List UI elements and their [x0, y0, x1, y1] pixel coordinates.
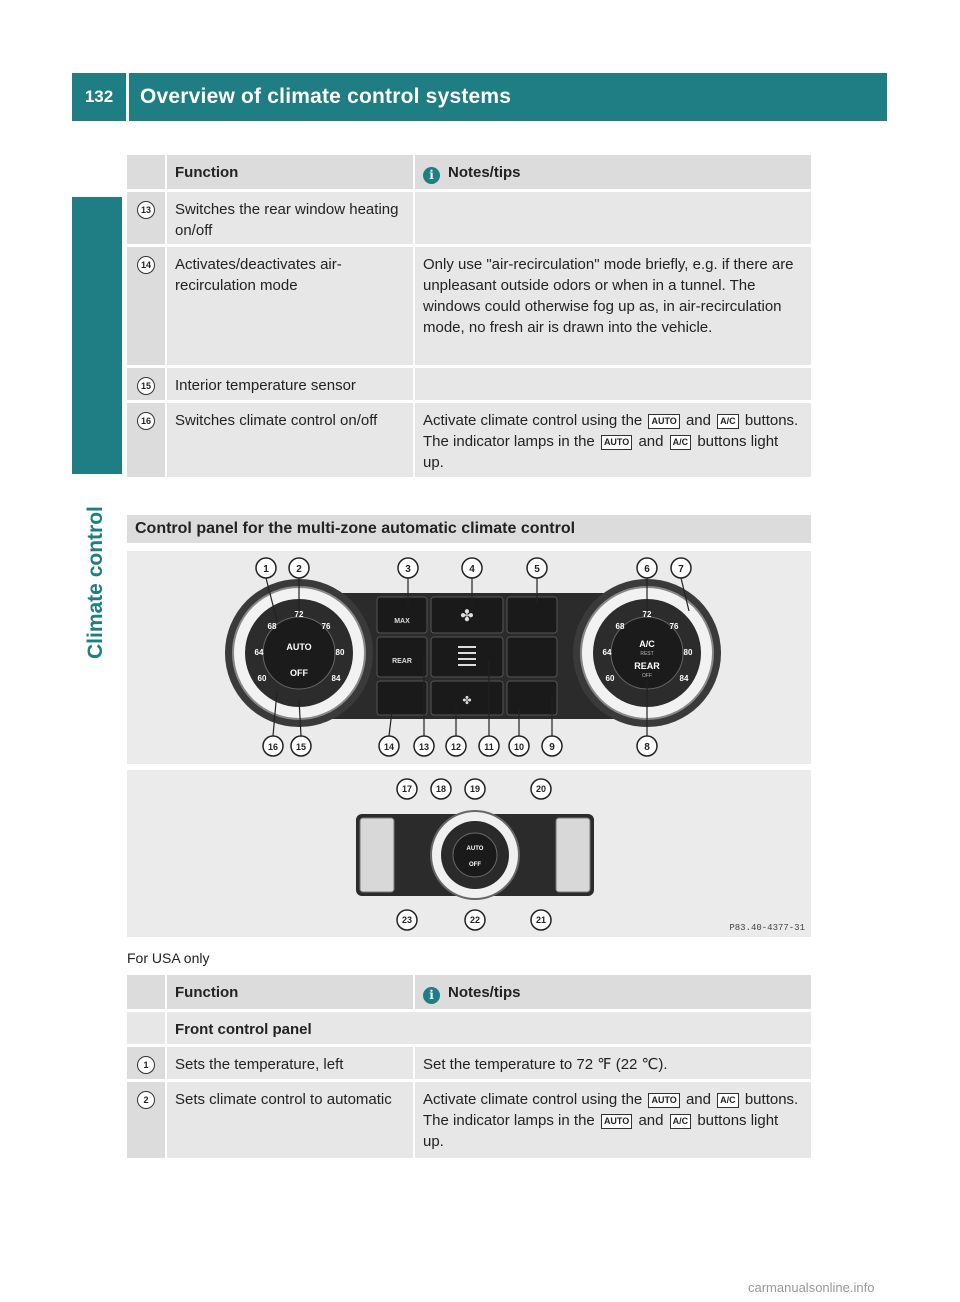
function-cell: Switches the rear window heating on/off — [165, 192, 413, 244]
subheader: Front control panel — [165, 1012, 811, 1044]
figure-code: P83.40-4377-31 — [729, 923, 805, 933]
rear-control-panel-figure — [127, 770, 811, 937]
ac-button-icon: A/C — [670, 435, 692, 450]
function-table-2 — [127, 975, 811, 1161]
function-cell: Interior temperature sensor — [165, 368, 413, 400]
svg-text:76: 76 — [321, 622, 331, 631]
svg-text:64: 64 — [602, 648, 612, 657]
left-dial-off: OFF — [290, 668, 308, 678]
col-notes: i Notes/tips — [413, 155, 811, 189]
right-dial-rear: REAR — [634, 661, 660, 671]
callout-number: 16 — [137, 412, 155, 430]
table-row — [127, 1082, 811, 1161]
svg-text:72: 72 — [642, 610, 652, 619]
notes-cell — [413, 368, 811, 400]
svg-text:AUTO: AUTO — [466, 846, 484, 852]
rear-label: REAR — [392, 658, 412, 665]
svg-text:18: 18 — [435, 784, 447, 794]
svg-text:13: 13 — [418, 742, 430, 752]
svg-text:16: 16 — [267, 742, 279, 752]
notes-cell: Activate climate control using the AUTO and A/C buttons. The indicator lamps in the AUTO and A/C buttons light up. — [413, 1082, 811, 1158]
callout-number: 14 — [137, 256, 155, 274]
section-title: Control panel for the multi-zone automatic climate control — [127, 515, 811, 543]
svg-text:12: 12 — [450, 742, 462, 752]
info-icon: i — [423, 167, 440, 184]
side-tab — [72, 197, 122, 474]
svg-text:4: 4 — [469, 564, 475, 575]
svg-text:1: 1 — [263, 564, 269, 575]
svg-text:✤: ✤ — [460, 606, 474, 625]
footer-watermark: carmanualsonline.info — [748, 1280, 875, 1295]
auto-button-icon: AUTO — [648, 1093, 679, 1108]
svg-text:64: 64 — [254, 648, 264, 657]
col-function: Function — [165, 975, 413, 1009]
svg-text:14: 14 — [383, 742, 395, 752]
svg-text:9: 9 — [549, 742, 555, 753]
svg-text:5: 5 — [534, 564, 540, 575]
function-cell: Switches climate control on/off — [165, 403, 413, 477]
page-number: 132 — [72, 73, 129, 121]
callout-number: 1 — [137, 1056, 155, 1074]
page-header — [72, 73, 887, 121]
svg-text:68: 68 — [267, 622, 277, 631]
svg-text:11: 11 — [484, 742, 494, 752]
svg-text:6: 6 — [644, 564, 650, 575]
svg-text:84: 84 — [679, 674, 689, 683]
notes-cell: Activate climate control using the AUTO and A/C buttons. The indicator lamps in the AUTO and A/C buttons light up. — [413, 403, 811, 477]
right-dial-ac: A/C — [639, 639, 655, 649]
auto-button-icon: AUTO — [601, 435, 632, 450]
function-cell: Activates/deactivates air-recirculation mode — [165, 247, 413, 365]
svg-text:21: 21 — [535, 915, 547, 925]
ac-button-icon: A/C — [717, 414, 739, 429]
function-cell: Sets climate control to automatic — [165, 1082, 413, 1158]
auto-button-icon: AUTO — [648, 414, 679, 429]
svg-text:72: 72 — [294, 610, 304, 619]
table-row — [127, 403, 811, 480]
svg-text:68: 68 — [615, 622, 625, 631]
callout-number: 2 — [137, 1091, 155, 1109]
left-dial-auto: AUTO — [286, 642, 312, 652]
table-row — [127, 1047, 811, 1082]
svg-text:15: 15 — [295, 742, 307, 752]
side-label — [72, 474, 122, 674]
svg-text:7: 7 — [678, 564, 684, 575]
front-control-panel-figure — [127, 551, 811, 764]
table-subheader-row — [127, 1012, 811, 1047]
callout-number: 13 — [137, 201, 155, 219]
svg-text:23: 23 — [401, 915, 413, 925]
svg-text:8: 8 — [644, 742, 650, 753]
page-title: Overview of climate control systems — [140, 85, 512, 108]
table-header-row — [127, 975, 811, 1012]
max-label: MAX — [394, 618, 410, 625]
svg-text:REST: REST — [640, 651, 654, 657]
callout-number: 15 — [137, 377, 155, 395]
svg-text:80: 80 — [683, 648, 693, 657]
table-row — [127, 192, 811, 247]
table-header-row — [127, 155, 811, 192]
col-notes: i Notes/tips — [413, 975, 811, 1009]
svg-text:3: 3 — [405, 564, 411, 575]
svg-text:OFF: OFF — [469, 862, 481, 868]
svg-text:✤: ✤ — [462, 694, 472, 707]
ac-button-icon: A/C — [717, 1093, 739, 1108]
svg-text:OFF: OFF — [642, 673, 652, 679]
col-function: Function — [165, 155, 413, 189]
table-row — [127, 247, 811, 368]
svg-text:10: 10 — [513, 742, 525, 752]
function-cell: Sets the temperature, left — [165, 1047, 413, 1079]
svg-text:2: 2 — [296, 564, 302, 575]
svg-text:60: 60 — [257, 674, 267, 683]
info-icon: i — [423, 987, 440, 1004]
svg-text:80: 80 — [335, 648, 345, 657]
notes-cell — [413, 192, 811, 244]
notes-cell: Only use "air-recirculation" mode briefly, e.g. if there are unpleasant outside odors or when in a tunnel. The windows could otherwise fog up as, in air-recirculation mode, no fresh air is drawn into the vehicle. — [413, 247, 811, 365]
ac-button-icon: A/C — [670, 1114, 692, 1129]
svg-text:20: 20 — [535, 784, 547, 794]
svg-text:22: 22 — [469, 915, 481, 925]
svg-text:17: 17 — [401, 784, 413, 794]
svg-text:76: 76 — [669, 622, 679, 631]
side-label-text: Climate control — [84, 506, 107, 659]
front-panel-drawing — [127, 551, 811, 764]
svg-text:60: 60 — [605, 674, 615, 683]
function-table-1 — [127, 155, 811, 480]
rear-panel-drawing — [127, 770, 811, 937]
svg-text:84: 84 — [331, 674, 341, 683]
usa-note: For USA only — [127, 950, 210, 966]
table-row — [127, 368, 811, 403]
notes-cell: Set the temperature to 72 ℉ (22 ℃). — [413, 1047, 811, 1079]
svg-text:19: 19 — [469, 784, 481, 794]
auto-button-icon: AUTO — [601, 1114, 632, 1129]
